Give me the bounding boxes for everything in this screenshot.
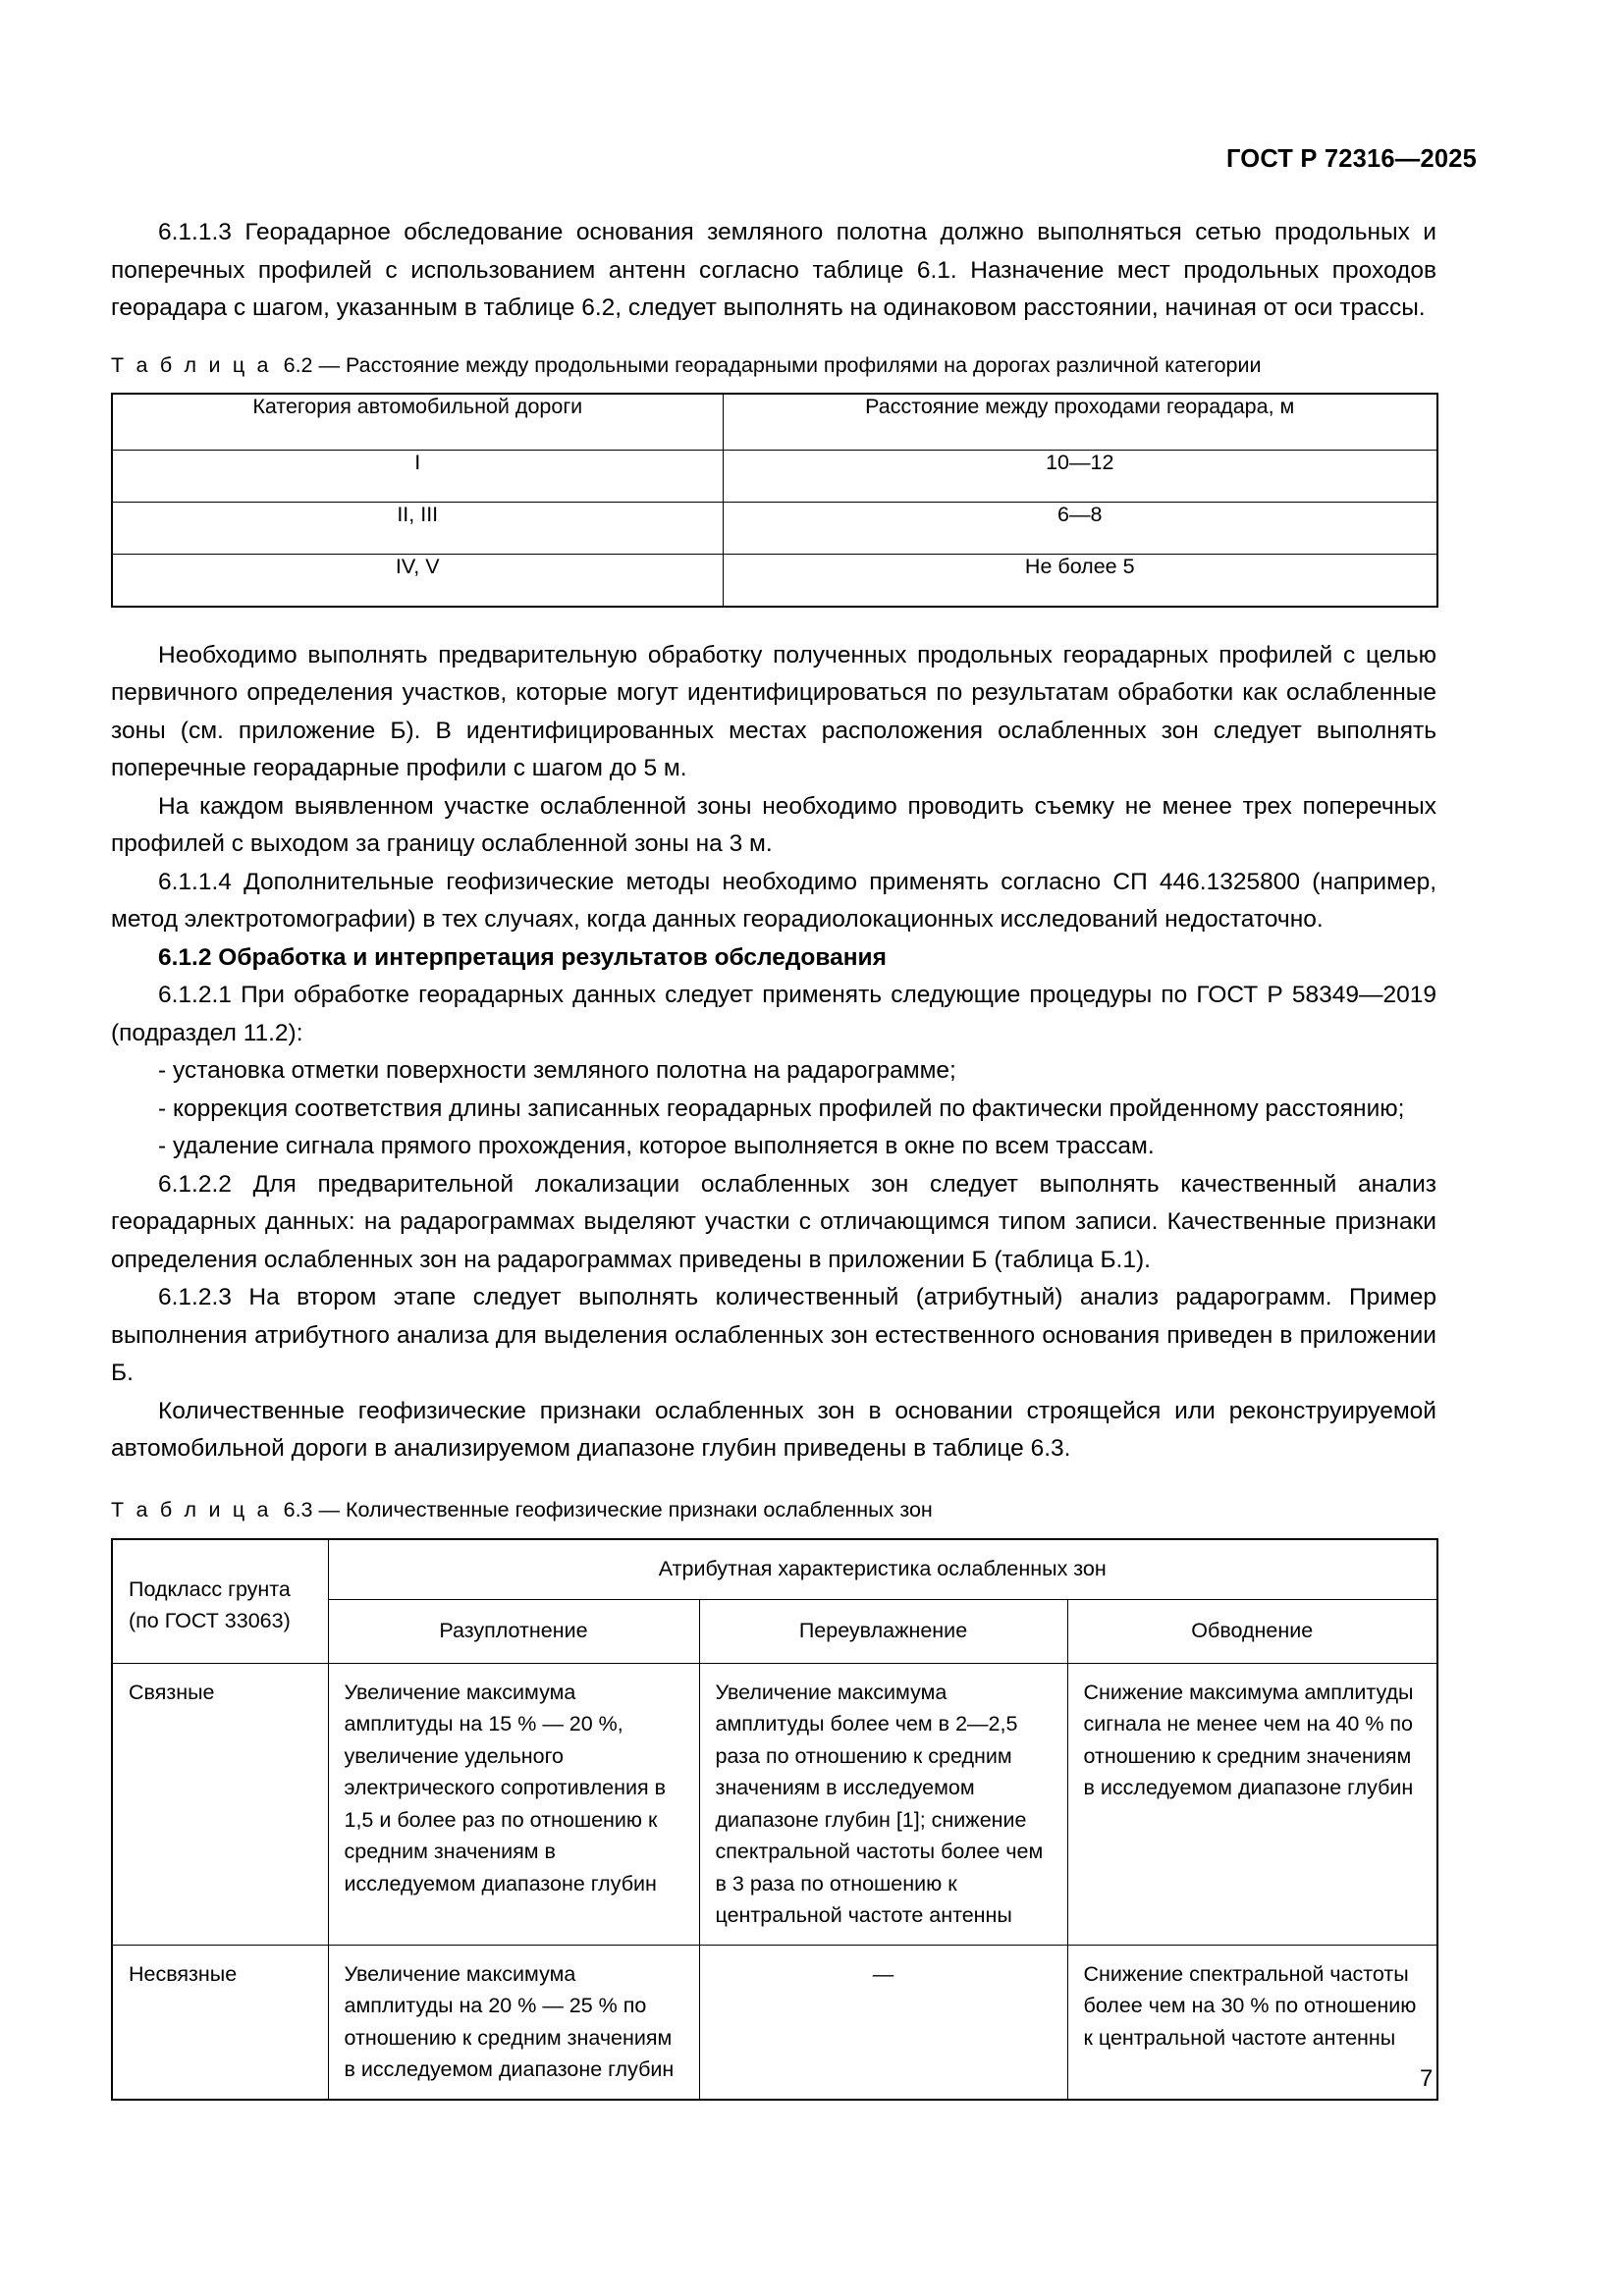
heading-6-1-2: 6.1.2 Обработка и интерпретация результатов обследования bbox=[158, 943, 887, 971]
table-6-3-cell-pereuvlazhnenie: Увеличение максимума амплитуды более чем в 2—2,5 раза по отношению к средним значениям в исследуемом диапазоне глубин [1]; снижение спектральной частоты более чем в 3 раза по отношению к центральной частоте антенны bbox=[699, 1663, 1067, 1945]
paragraph-after-table-6-2-first: Необходимо выполнять предварительную обработку полученных продольных георадарных профилей с целью первичного определения участков, которые могут идентифицироваться по результатам обработки как ослабленные зоны (см. приложение Б). В идентифицированных местах расположения ослабленных зон следует выполнять поперечные георадарные профили с шагом до 5 м. bbox=[111, 641, 1436, 781]
table-6-3-subheader-pereuvlazhnenie: Переувлажнение bbox=[699, 1599, 1067, 1663]
table-6-3-header-subclass-line1: Подкласс грунта bbox=[129, 1576, 291, 1601]
table-6-3-header-subclass-line2: (по ГОСТ 33063) bbox=[129, 1609, 291, 1632]
table-6-2-caption bbox=[111, 349, 1436, 381]
table-6-2-cell-distance: 10—12 bbox=[723, 450, 1437, 502]
table-6-2-header-row bbox=[112, 394, 1437, 451]
list-item: - коррекция соответствия длины записанных георадарных профилей по фактически пройденному расстоянию; bbox=[158, 1095, 1405, 1122]
table-row bbox=[112, 1945, 1437, 2100]
list-item: - установка отметки поверхности земляного полотна на радарограмме; bbox=[158, 1057, 956, 1084]
paragraph-6-1-2-3: 6.1.2.3 На втором этапе следует выполнять количественный (атрибутный) анализ радарограмм. Пример выполнения атрибутного анализа для выделения ослабленных зон естественного основания приведен в приложении Б. bbox=[111, 1284, 1436, 1386]
table-6-3-cell-pereuvlazhnenie: — bbox=[699, 1945, 1067, 2100]
list-item: - удаление сигнала прямого прохождения, которое выполняется в окне по всем трассам. bbox=[158, 1133, 1155, 1159]
table-6-3-caption-word: Т а б л и ц а bbox=[111, 1497, 272, 1522]
table-6-2-caption-word: Т а б л и ц а bbox=[111, 352, 272, 377]
spacer bbox=[111, 328, 1436, 349]
table-6-2-cell-distance: Не более 5 bbox=[723, 554, 1437, 607]
table-row bbox=[112, 1663, 1437, 1945]
table-6-3-subheader-razuplotnenie: Разуплотнение bbox=[328, 1599, 699, 1663]
table-6-3-cell-razuplotnenie: Увеличение максимума амплитуды на 15 % — 20 %, увеличение удельного электрического сопротивления в 1,5 и более раз по отношению к средним значениям в исследуемом диапазоне глубин bbox=[328, 1663, 699, 1945]
table-6-2-cell-category: IV, V bbox=[112, 554, 723, 607]
paragraph-after-table-6-2-second: На каждом выявленном участке ослабленной зоны необходимо проводить съемку не менее трех поперечных профилей с выходом за границу ослабленной зоны на 3 м. bbox=[111, 792, 1436, 857]
table-6-3-subheader-obvodnenie: Обводнение bbox=[1067, 1599, 1437, 1663]
page-number: 7 bbox=[1420, 2065, 1434, 2092]
page-content bbox=[111, 214, 1436, 2101]
paragraph-6-1-2-1: 6.1.2.1 При обработке георадарных данных следует применять следующие процедуры по ГОСТ Р 58349—2019 (подраздел 11.2): bbox=[111, 982, 1436, 1046]
table-6-2-cell-category: II, III bbox=[112, 502, 723, 554]
table-6-3-header-attribute-span: Атрибутная характеристика ослабленных зон bbox=[328, 1539, 1437, 1600]
paragraph-before-table-6-3: Количественные геофизические признаки ослабленных зон в основании строящейся или реконструируемой автомобильной дороги в анализируемом диапазоне глубин приведены в таблице 6.3. bbox=[111, 1397, 1436, 1462]
table-6-3-caption-dash: — bbox=[318, 1497, 340, 1522]
table-6-2-caption-title: Расстояние между продольными георадарными профилями на дорогах различной категории bbox=[345, 352, 1262, 377]
table-6-2-caption-number: 6.2 bbox=[283, 352, 313, 377]
table-6-2-header-distance: Расстояние между проходами георадара, м bbox=[723, 394, 1437, 451]
table-6-2-caption-dash: — bbox=[318, 352, 340, 377]
paragraph-6-1-1-3: 6.1.1.3 Георадарное обследование основания земляного полотна должно выполняться сетью продольных и поперечных профилей с использованием антенн согласно таблице 6.1. Назначение мест продольных проходов георадара с шагом, указанным в таблице 6.2, следует выполнять на одинаковом расстоянии, начиная от оси трассы. bbox=[111, 219, 1436, 321]
table-6-3-caption-title: Количественные геофизические признаки ослабленных зон bbox=[345, 1497, 933, 1522]
table-6-3-cell-obvodnenie: Снижение спектральной частоты более чем на 30 % по отношению к центральной частоте антенны bbox=[1067, 1945, 1437, 2100]
table-6-3-header-subclass bbox=[112, 1539, 328, 1664]
table-row bbox=[112, 502, 1437, 554]
table-6-3-cell-subclass: Связные bbox=[112, 1663, 328, 1945]
table-6-3-caption bbox=[111, 1494, 1436, 1525]
table-6-3-header-row-top bbox=[112, 1539, 1437, 1600]
paragraph-6-1-2-2: 6.1.2.2 Для предварительной локализации ослабленных зон следует выполнять качественный анализ георадарных данных: на радарограммах выделяют участки с отличающимся типом записи. Качественные признаки определения ослабленных зон на радарограммах приведены в приложении Б (таблица Б.1). bbox=[111, 1170, 1436, 1273]
page-header-standard-number: ГОСТ Р 72316—2025 bbox=[1225, 145, 1477, 173]
table-6-3-cell-subclass: Несвязные bbox=[112, 1945, 328, 2100]
table-6-2 bbox=[111, 393, 1438, 608]
table-6-2-cell-category: I bbox=[112, 450, 723, 502]
table-6-3-cell-obvodnenie: Снижение максимума амплитуды сигнала не менее чем на 40 % по отношению к средним значениям в исследуемом диапазоне глубин bbox=[1067, 1663, 1437, 1945]
paragraph-6-1-1-4: 6.1.1.4 Дополнительные геофизические методы необходимо применять согласно СП 446.1325800 (например, метод электротомографии) в тех случаях, когда данных георадиолокационных исследований недостаточно. bbox=[111, 868, 1436, 933]
table-6-3-cell-razuplotnenie: Увеличение максимума амплитуды на 20 % — 25 % по отношению к средним значениям в исследуемом диапазоне глубин bbox=[328, 1945, 699, 2100]
table-6-2-cell-distance: 6—8 bbox=[723, 502, 1437, 554]
list-6-1-2-1 bbox=[111, 1052, 1436, 1166]
table-6-3 bbox=[111, 1538, 1438, 2101]
table-6-2-header-category: Категория автомобильной дороги bbox=[112, 394, 723, 451]
table-row bbox=[112, 554, 1437, 607]
table-row bbox=[112, 450, 1437, 502]
table-6-3-caption-number: 6.3 bbox=[283, 1497, 313, 1522]
